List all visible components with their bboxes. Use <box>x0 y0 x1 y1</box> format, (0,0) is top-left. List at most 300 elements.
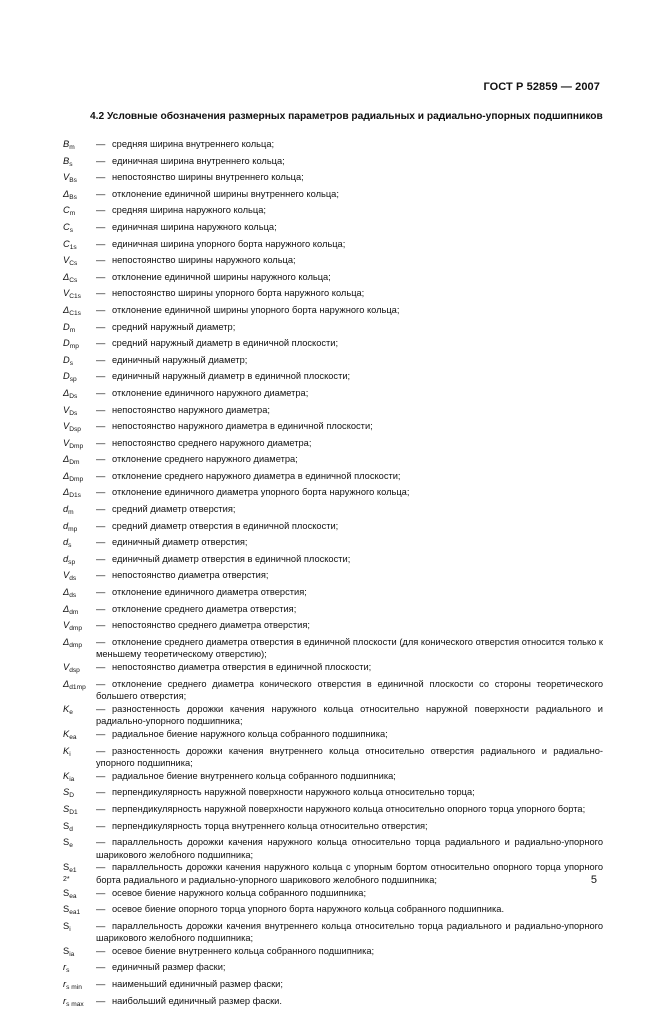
symbol-subscript: Bs <box>69 193 77 201</box>
dash-separator: — <box>96 803 106 814</box>
symbol-row <box>63 728 603 745</box>
dash-separator: — <box>96 787 106 798</box>
symbol-subscript: Cs <box>69 260 78 268</box>
symbol-subscript: C1s <box>69 293 81 301</box>
symbol-row <box>63 138 603 155</box>
symbol-base: D <box>63 321 70 332</box>
symbol-subscript: D1 <box>69 808 78 816</box>
dash-separator: — <box>96 470 106 481</box>
symbol <box>63 978 96 995</box>
dash-separator: — <box>96 437 106 448</box>
dash-separator: — <box>96 172 106 183</box>
symbol <box>63 569 96 586</box>
symbol-row <box>63 370 603 387</box>
symbol-description <box>96 803 603 820</box>
symbol-subscript: D <box>69 792 74 800</box>
description-text: осевое биение внутреннего кольца собранного подшипника; <box>112 945 375 956</box>
description-text: наименьший единичный размер фаски; <box>112 979 283 990</box>
symbol-row <box>63 803 603 820</box>
description-text: отклонение среднего диаметра отверстия; <box>112 603 297 614</box>
symbol <box>63 728 96 745</box>
symbol-row <box>63 254 603 271</box>
symbol-subscript: ds <box>69 592 77 600</box>
symbol-description <box>96 254 603 271</box>
symbol-row <box>63 536 603 553</box>
symbol-description <box>96 354 603 371</box>
symbol-description <box>96 703 603 728</box>
symbol-subscript: d1mp <box>69 683 86 691</box>
symbol-base: S <box>63 862 70 873</box>
dash-separator: — <box>96 221 106 232</box>
symbol-subscript: ea <box>69 733 77 741</box>
dash-separator: — <box>96 238 106 249</box>
description-text: отклонение единичного диаметра упорного борта наружного кольца; <box>112 487 410 498</box>
dash-separator: — <box>96 188 106 199</box>
symbol <box>63 138 96 155</box>
dash-separator: — <box>96 587 106 598</box>
symbol-description <box>96 453 603 470</box>
symbol <box>63 404 96 421</box>
symbol <box>63 188 96 205</box>
symbol-subscript: sp <box>69 376 77 384</box>
symbol-description <box>96 887 603 904</box>
symbol-row <box>63 503 603 520</box>
symbol-subscript: sp <box>68 558 76 566</box>
description-text: осевое биение наружного кольца собранного подшипника; <box>112 887 367 898</box>
symbol-description <box>96 171 603 188</box>
symbol <box>63 920 96 945</box>
dash-separator: — <box>96 770 106 781</box>
symbol-base: S <box>63 920 70 931</box>
description-text: средняя ширина наружного кольца; <box>112 205 266 216</box>
symbol-base: S <box>63 837 70 848</box>
symbol-description <box>96 437 603 454</box>
symbol <box>63 470 96 487</box>
symbol-row <box>63 354 603 371</box>
dash-separator: — <box>96 945 106 956</box>
symbol-description <box>96 728 603 745</box>
symbol <box>63 619 96 636</box>
symbol-description <box>96 569 603 586</box>
symbol-base: Δ <box>63 470 70 481</box>
symbol-row <box>63 321 603 338</box>
dash-separator: — <box>96 636 106 647</box>
description-text: отклонение единичного диаметра отверстия; <box>112 587 307 598</box>
symbol-description <box>96 553 603 570</box>
dash-separator: — <box>96 321 106 332</box>
dash-separator: — <box>96 371 106 382</box>
symbol-subscript: Ds <box>69 409 78 417</box>
symbol-subscript: i <box>69 750 71 758</box>
symbol-base: V <box>63 570 70 581</box>
dash-separator: — <box>96 995 106 1006</box>
symbol-description <box>96 995 603 1011</box>
dash-separator: — <box>96 837 106 848</box>
description-text: параллельность дорожки качения наружного кольца с упорным бортом относительно опорного торца упорного борта радиального и радиально-упорного шарикового желобного подшипника; <box>96 862 603 885</box>
dash-separator: — <box>96 904 106 915</box>
dash-separator: — <box>96 979 106 990</box>
symbol-row <box>63 304 603 321</box>
description-text: средняя ширина внутреннего кольца; <box>112 139 275 149</box>
description-text: непостоянство ширины упорного борта наружного кольца; <box>112 288 365 299</box>
symbol <box>63 437 96 454</box>
symbol-base: r <box>63 962 67 973</box>
symbol-row <box>63 404 603 421</box>
symbol <box>63 321 96 338</box>
symbol-row <box>63 486 603 503</box>
description-text: непостоянство среднего диаметра отверстия; <box>112 620 310 631</box>
symbol-base: Δ <box>63 188 70 199</box>
dash-separator: — <box>96 520 106 531</box>
symbol-subscript: dmp <box>69 625 83 633</box>
dash-separator: — <box>96 920 106 931</box>
symbol-description <box>96 486 603 503</box>
symbol-description <box>96 370 603 387</box>
description-text: единичный наружный диаметр; <box>112 354 248 365</box>
symbol <box>63 520 96 537</box>
symbol-subscript: Bs <box>69 177 77 185</box>
symbol <box>63 271 96 288</box>
symbol-subscript: D1s <box>69 492 81 500</box>
symbol-row <box>63 271 603 288</box>
symbol-description <box>96 786 603 803</box>
symbol-row <box>63 820 603 837</box>
symbol-row <box>63 861 603 886</box>
symbol-row <box>63 619 603 636</box>
symbol <box>63 836 96 861</box>
symbol-subscript: d <box>69 825 73 833</box>
description-text: разностенность дорожки качения внутреннего кольца относительно отверстия радиального и радиально-упорного подшипника; <box>96 745 603 769</box>
description-text: единичная ширина упорного борта наружного кольца; <box>112 238 346 249</box>
symbol-base: Δ <box>63 304 70 315</box>
description-text: осевое биение опорного торца упорного борта наружного кольца собранного подшипника. <box>112 904 505 915</box>
symbol <box>63 254 96 271</box>
symbol-subscript: m <box>69 144 75 151</box>
symbol-subscript: s <box>69 160 73 168</box>
symbol <box>63 887 96 904</box>
symbol-base: Δ <box>63 454 70 465</box>
symbol-subscript: m <box>69 326 76 334</box>
symbol-row <box>63 745 603 770</box>
symbol <box>63 803 96 820</box>
symbol-subscript: e <box>69 842 73 850</box>
symbol <box>63 171 96 188</box>
symbol-row <box>63 945 603 962</box>
symbol-description <box>96 536 603 553</box>
symbol-subscript: ia <box>69 775 75 783</box>
symbol-description <box>96 503 603 520</box>
symbol <box>63 486 96 503</box>
symbol-base: K <box>63 703 70 714</box>
symbol-base: K <box>63 745 70 756</box>
dash-separator: — <box>96 887 106 898</box>
symbol-subscript: s max <box>66 1000 84 1008</box>
symbol-subscript: Dm <box>69 459 80 467</box>
dash-separator: — <box>96 155 106 166</box>
symbol-description <box>96 678 603 703</box>
symbol-subscript: Dmp <box>69 475 84 483</box>
description-text: непостоянство наружного диаметра в единичной плоскости; <box>112 421 373 432</box>
symbol-description <box>96 337 603 354</box>
symbol-description <box>96 271 603 288</box>
symbol <box>63 745 96 770</box>
symbol <box>63 961 96 978</box>
symbol-subscript: dmp <box>69 641 83 649</box>
description-text: единичный размер фаски; <box>112 962 226 973</box>
symbol <box>63 945 96 962</box>
description-text: непостоянство наружного диаметра; <box>112 404 270 415</box>
symbol <box>63 786 96 803</box>
dash-separator: — <box>96 421 106 432</box>
symbol-subscript: s <box>69 226 74 234</box>
symbol <box>63 678 96 703</box>
symbol-base: K <box>63 770 70 781</box>
symbol-description <box>96 470 603 487</box>
symbol <box>63 221 96 238</box>
dash-separator: — <box>96 620 106 631</box>
symbol <box>63 820 96 837</box>
description-text: отклонение среднего диаметра отверстия в единичной плоскости (для конического отверстия относится только к меньшему теоретическому отверстию); <box>96 636 603 660</box>
description-text: средний наружный диаметр в единичной плоскости; <box>112 338 339 349</box>
dash-separator: — <box>96 662 106 672</box>
symbol-base: V <box>63 288 70 299</box>
symbol-row <box>63 553 603 570</box>
symbol-description <box>96 520 603 537</box>
symbol-base: V <box>63 662 70 672</box>
symbol-base: S <box>63 820 70 831</box>
dash-separator: — <box>96 454 106 465</box>
symbol-subscript: m <box>68 509 74 517</box>
symbol <box>63 453 96 470</box>
symbol-subscript: s <box>69 359 74 367</box>
symbol-base: d <box>63 537 69 548</box>
symbol-description <box>96 287 603 304</box>
symbol-row <box>63 188 603 205</box>
symbol <box>63 204 96 221</box>
description-text: непостоянство диаметра отверстия; <box>112 570 269 581</box>
symbol-base: C <box>63 205 70 216</box>
symbol-description <box>96 204 603 221</box>
page-number: 5 <box>590 874 597 886</box>
symbol-base: Δ <box>63 487 70 498</box>
symbol-subscript: m <box>69 210 76 218</box>
symbol-subscript: dm <box>69 608 79 616</box>
symbol <box>63 420 96 437</box>
symbol <box>63 586 96 603</box>
dash-separator: — <box>96 139 106 149</box>
symbol-base: r <box>63 995 67 1006</box>
dash-separator: — <box>96 862 106 873</box>
symbol-row <box>63 420 603 437</box>
description-text: параллельность дорожки качения внутреннего кольца относительно торца радиального и радиально-упорного шарикового желобного подшипника; <box>96 920 603 944</box>
description-text: радиальное биение наружного кольца собранного подшипника; <box>112 728 388 739</box>
symbol-base: S <box>63 803 70 814</box>
symbol-subscript: s <box>66 967 70 975</box>
symbol-subscript: ia <box>69 950 75 958</box>
dash-separator: — <box>96 678 106 689</box>
symbol-base: V <box>63 620 70 631</box>
symbol-row <box>63 961 603 978</box>
symbol <box>63 903 96 920</box>
symbol-subscript: Dsp <box>69 426 81 434</box>
symbol-row <box>63 238 603 255</box>
symbol-row <box>63 603 603 620</box>
description-text: перпендикулярность наружной поверхности наружного кольца относительно торца; <box>112 787 475 798</box>
symbol-row <box>63 287 603 304</box>
symbol-description <box>96 945 603 962</box>
symbol-description <box>96 387 603 404</box>
dash-separator: — <box>96 288 106 299</box>
symbol-description <box>96 420 603 437</box>
symbol-description <box>96 138 603 155</box>
symbol-base: B <box>63 155 70 166</box>
sheet-mark: 2* <box>63 876 70 883</box>
symbol-base: D <box>63 371 70 382</box>
symbol-row <box>63 470 603 487</box>
symbol-subscript: ds <box>69 575 77 583</box>
dash-separator: — <box>96 304 106 315</box>
symbol-row <box>63 903 603 920</box>
symbol <box>63 553 96 570</box>
description-text: средний наружный диаметр; <box>112 321 236 332</box>
symbol-row <box>63 387 603 404</box>
symbol-subscript: dsp <box>69 667 80 674</box>
symbol-subscript: 1s <box>69 243 77 251</box>
dash-separator: — <box>96 271 106 282</box>
symbol-base: K <box>63 728 70 739</box>
symbol-base: S <box>63 887 70 898</box>
symbol-subscript: s <box>68 542 72 550</box>
description-text: средний диаметр отверстия в единичной плоскости; <box>112 520 339 531</box>
symbol-description <box>96 745 603 770</box>
symbol <box>63 387 96 404</box>
symbol-description <box>96 861 603 886</box>
symbol-row <box>63 920 603 945</box>
description-text: непостоянство ширины наружного кольца; <box>112 255 296 266</box>
symbol-base: Δ <box>63 636 70 647</box>
symbol-subscript: i <box>69 925 71 933</box>
symbol-base: Δ <box>63 271 70 282</box>
dash-separator: — <box>96 570 106 581</box>
symbol-row <box>63 204 603 221</box>
description-text: средний диаметр отверстия; <box>112 504 236 515</box>
symbol-base: Δ <box>63 678 70 689</box>
symbol-description <box>96 836 603 861</box>
symbol-description <box>96 304 603 321</box>
dash-separator: — <box>96 962 106 973</box>
symbol-description <box>96 238 603 255</box>
dash-separator: — <box>96 537 106 548</box>
dash-separator: — <box>96 504 106 515</box>
symbol <box>63 238 96 255</box>
symbol-base: r <box>63 979 67 990</box>
symbol-row <box>63 636 603 661</box>
symbol-subscript: Dmp <box>69 442 84 450</box>
description-text: параллельность дорожки качения наружного кольца относительно торца радиального и радиально-упорного шарикового желобного подшипника; <box>96 837 603 860</box>
symbol-row <box>63 221 603 238</box>
symbol <box>63 287 96 304</box>
symbol-subscript: mp <box>68 525 78 533</box>
dash-separator: — <box>96 703 106 714</box>
symbol-description <box>96 155 603 172</box>
symbol <box>63 703 96 728</box>
description-text: отклонение среднего диаметра конического отверстия в единичной плоскости со стороны теоретического большего отверстия; <box>96 678 603 702</box>
dash-separator: — <box>96 745 106 756</box>
symbol-description <box>96 903 603 920</box>
symbol-row <box>63 437 603 454</box>
symbol-base: C <box>63 238 70 249</box>
symbol-subscript: C1s <box>69 309 81 317</box>
symbol-base: S <box>63 904 70 915</box>
symbol-base: Δ <box>63 603 70 614</box>
symbol-base: V <box>63 437 70 448</box>
symbol-base: B <box>63 139 70 149</box>
symbol-description <box>96 978 603 995</box>
symbol <box>63 770 96 787</box>
symbol-row <box>63 978 603 995</box>
symbol-base: V <box>63 172 70 183</box>
symbol <box>63 304 96 321</box>
symbol-row <box>63 569 603 586</box>
description-text: единичный диаметр отверстия; <box>112 537 248 548</box>
symbol-description <box>96 221 603 238</box>
symbol-description <box>96 920 603 945</box>
description-text: наибольший единичный размер фаски. <box>112 995 282 1006</box>
symbol-row <box>63 703 603 728</box>
symbol-row <box>63 453 603 470</box>
standard-header: ГОСТ Р 52859 — 2007 <box>483 81 600 93</box>
symbol-base: D <box>63 338 70 349</box>
symbol-subscript: ea1 <box>69 909 81 917</box>
symbol-row <box>63 661 603 678</box>
description-text: перпендикулярность торца внутреннего кольца относительно отверстия; <box>112 820 428 831</box>
symbol-base: V <box>63 255 70 266</box>
description-text: перпендикулярность наружной поверхности наружного кольца относительно опорного торца упорного борта; <box>112 803 586 814</box>
symbol-row <box>63 171 603 188</box>
dash-separator: — <box>96 553 106 564</box>
symbol-description <box>96 619 603 636</box>
symbol-base: d <box>63 520 69 531</box>
symbol-base: d <box>63 553 69 564</box>
symbol-row <box>63 337 603 354</box>
dash-separator: — <box>96 603 106 614</box>
symbol <box>63 337 96 354</box>
symbol <box>63 370 96 387</box>
symbol-row <box>63 520 603 537</box>
symbol-row <box>63 678 603 703</box>
symbol <box>63 536 96 553</box>
dash-separator: — <box>96 255 106 266</box>
symbol-base: Δ <box>63 587 70 598</box>
symbol-row <box>63 995 603 1011</box>
symbol-description <box>96 404 603 421</box>
symbol <box>63 503 96 520</box>
description-text: единичный наружный диаметр в единичной плоскости; <box>112 371 351 382</box>
section-title: 4.2 Условные обозначения размерных параметров радиальных и радиально-упорных подшипников <box>90 111 603 122</box>
symbol-base: V <box>63 421 70 432</box>
symbol <box>63 661 96 678</box>
symbol-row <box>63 836 603 861</box>
description-text: отклонение единичного наружного диаметра; <box>112 387 309 398</box>
symbol-subscript: mp <box>69 343 79 351</box>
description-text: отклонение единичной ширины наружного кольца; <box>112 271 331 282</box>
symbol-subscript: ea <box>69 892 77 900</box>
symbol-base: S <box>63 945 70 956</box>
symbol-description <box>96 321 603 338</box>
symbol-base: S <box>63 787 70 798</box>
symbol-subscript: e1 <box>69 867 77 875</box>
symbol-row <box>63 586 603 603</box>
